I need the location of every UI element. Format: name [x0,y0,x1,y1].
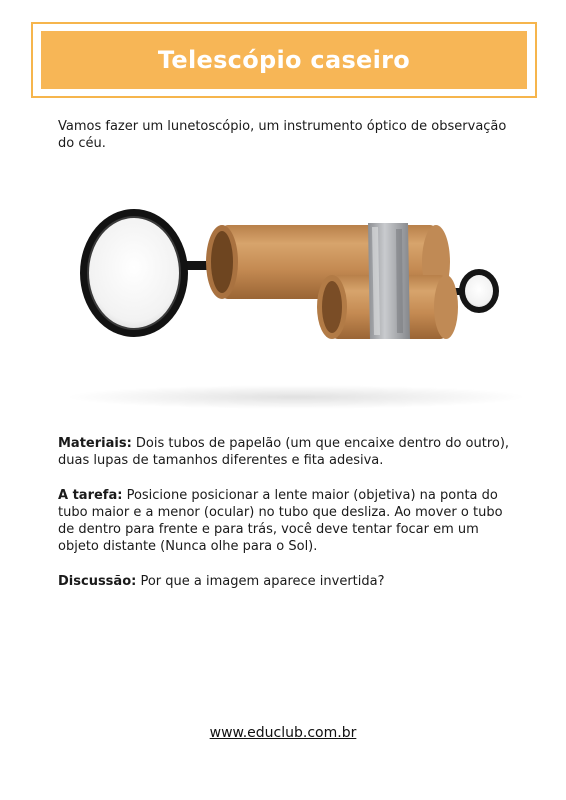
task-label: A tarefa: [58,488,123,503]
footer [0,725,566,741]
ground-shadow [66,385,526,409]
task-text: Posicione posicionar a lente maior (objetiva) na ponta do tubo maior e a menor (ocular) no tubo que desliza. Ao mover o tubo de dentro para frente e para trás, você deve tentar focar em um objeto distante (Nunca olhe para o Sol). [58,488,503,554]
materials-label: Materiais: [58,436,132,451]
intro-text: Vamos fazer um lunetoscópio, um instrumento óptico de observação do céu. [58,119,507,151]
telescope-illustration [36,175,530,415]
discussion-text: Por que a imagem aparece invertida? [136,574,385,589]
page-title: Telescópio caseiro [157,46,411,74]
small-lens [459,269,499,313]
title-banner [31,22,537,98]
big-lens [80,209,188,337]
discussion-paragraph [58,573,510,590]
materials-paragraph [58,435,510,469]
materials-text: Dois tubos de papelão (um que encaixe dentro do outro), duas lupas de tamanhos diferentes e fita adesiva. [58,436,510,468]
title-banner-fill [41,31,527,89]
task-paragraph [58,487,510,555]
discussion-label: Discussão: [58,574,137,589]
website-link[interactable]: www.educlub.com.br [209,725,357,741]
duct-tape [368,223,410,339]
